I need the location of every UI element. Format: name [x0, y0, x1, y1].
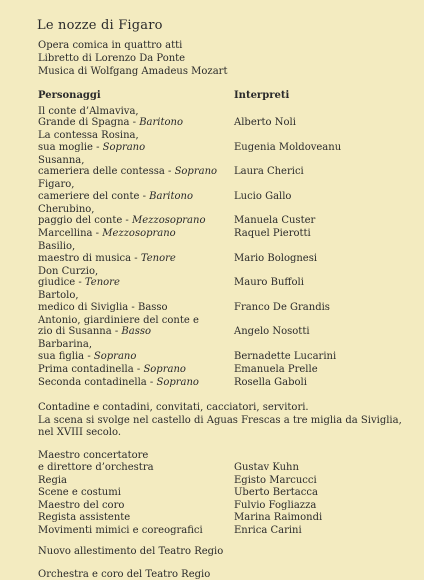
cast-row: [38, 130, 410, 153]
staff-row: [38, 450, 410, 475]
role-line: [38, 166, 234, 178]
role-line: [38, 290, 234, 302]
production-note: Nuovo allestimento del Teatro Regio: [38, 546, 224, 557]
voice-type: Mezzosoprano: [132, 215, 206, 226]
cast-row: [38, 364, 410, 376]
voice-type: Tenore: [84, 277, 120, 288]
cast-row: [38, 155, 410, 178]
role-description: [38, 241, 234, 264]
voice-type: Mezzosoprano: [102, 228, 176, 239]
role-line: [38, 130, 234, 142]
staff-role: [38, 487, 234, 500]
voice-type: Baritono: [149, 190, 193, 202]
role-text: medico di Siviglia - Basso: [38, 301, 168, 313]
chorus-line: nel XVIII secolo.: [38, 427, 121, 438]
voice-type: Soprano: [102, 141, 146, 153]
role-text: maestro di musica -: [38, 252, 141, 264]
role-description: [38, 339, 234, 362]
role-line: [38, 364, 234, 376]
role-line: [38, 142, 234, 154]
cast-row: [38, 204, 410, 227]
staff-role-line: Regia: [38, 474, 68, 486]
staff-name: Uberto Bertacca: [234, 487, 318, 498]
artist-name: Angelo Nosotti: [234, 326, 310, 337]
cast-row: [38, 179, 410, 202]
voice-type: Soprano: [143, 363, 186, 375]
role-line: [38, 215, 234, 227]
role-text: cameriere del conte -: [38, 190, 150, 202]
cast-row: [38, 106, 410, 129]
intro-line: Musica di Wolfgang Amadeus Mozart: [38, 66, 228, 77]
staff-row: [38, 512, 410, 525]
role-text: sua figlia -: [38, 350, 94, 362]
cast-row: [38, 241, 410, 264]
staff-row: [38, 487, 410, 500]
role-line: [38, 204, 234, 216]
voice-type: Soprano: [93, 350, 137, 362]
intro-block: [38, 39, 410, 78]
role-text: Don Curzio,: [38, 265, 99, 277]
staff-role: [38, 525, 234, 538]
role-text: sua moglie -: [38, 141, 103, 153]
artist-name: Eugenia Moldoveanu: [234, 141, 342, 153]
role-description: [38, 266, 234, 289]
staff-row: [38, 500, 410, 513]
role-text: paggio del conte -: [38, 215, 132, 226]
staff-name: Enrica Carini: [234, 524, 302, 536]
voice-type: Soprano: [174, 166, 218, 177]
role-line: [38, 266, 234, 278]
role-line: [38, 228, 234, 240]
artist-name: Manuela Custer: [234, 215, 316, 226]
staff-row: [38, 475, 410, 488]
role-line: [38, 339, 234, 351]
cast-row: [38, 339, 410, 362]
role-description: [38, 204, 234, 227]
role-line: [38, 117, 234, 129]
role-line: [38, 241, 234, 253]
cast-row: [38, 266, 410, 289]
role-line: [38, 277, 234, 289]
role-line: [38, 326, 234, 338]
voice-type: Soprano: [156, 376, 199, 388]
role-text: Bartolo,: [38, 290, 79, 301]
staff-row: [38, 525, 410, 538]
staff-role: [38, 475, 234, 488]
role-line: [38, 351, 234, 363]
staff-role: [38, 512, 234, 525]
intro-line: Opera comica in quattro atti: [38, 40, 183, 51]
role-line: [38, 315, 234, 327]
staff-role-line: Maestro concertatore: [38, 449, 149, 461]
artist-name: Rosella Gaboli: [234, 376, 307, 388]
opera-title: Le nozze di Figaro: [37, 18, 163, 33]
artist-name: Franco De Grandis: [234, 301, 330, 313]
cast-row: [38, 228, 410, 240]
role-description: [38, 130, 234, 153]
staff-list: [38, 450, 410, 538]
artist-name: Emanuela Prelle: [234, 363, 318, 375]
staff-name: Fulvio Fogliazza: [234, 499, 317, 511]
voice-type: Tenore: [140, 252, 176, 264]
role-text: Il conte d’Almaviva,: [38, 105, 139, 117]
role-line: [38, 302, 234, 314]
role-line: [38, 155, 234, 167]
staff-role: [38, 500, 234, 513]
artist-name: Raquel Pierotti: [234, 228, 311, 239]
role-text: Antonio, giardiniere del conte e: [38, 314, 199, 326]
role-text: La contessa Rosina,: [38, 130, 139, 141]
role-description: [38, 364, 234, 376]
role-text: giudice -: [38, 277, 85, 288]
role-text: Seconda contadinella -: [38, 376, 157, 388]
role-text: Grande di Spagna -: [38, 117, 140, 128]
role-text: Cherubino,: [38, 203, 95, 215]
cast-row: [38, 290, 410, 313]
role-description: [38, 106, 234, 129]
chorus-line: Contadine e contadini, convitati, cacciatori, servitori.: [38, 402, 309, 413]
intro-line: Libretto di Lorenzo Da Ponte: [38, 53, 186, 64]
voice-type: Basso: [121, 326, 152, 337]
staff-role-line: e direttore d’orchestra: [38, 462, 154, 473]
role-description: [38, 290, 234, 313]
role-line: [38, 253, 234, 265]
role-description: [38, 179, 234, 202]
staff-role: [38, 450, 234, 475]
staff-name: Egisto Marcucci: [234, 474, 317, 486]
artist-name: Bernadette Lucarini: [234, 350, 337, 362]
staff-role-line: Maestro del coro: [38, 499, 125, 511]
cast-header: [38, 90, 410, 102]
orchestra-note: Orchestra e coro del Teatro Regio: [38, 569, 211, 580]
role-text: Barbarina,: [38, 339, 93, 350]
roles-heading: Personaggi: [38, 90, 101, 101]
staff-role-line: Scene e costumi: [38, 487, 121, 498]
artist-name: Laura Cherici: [234, 166, 304, 177]
chorus-block: [38, 402, 410, 440]
staff-role-line: Movimenti mimici e coreografici: [38, 524, 203, 536]
role-line: [38, 106, 234, 118]
artist-name: Lucio Gallo: [234, 190, 292, 202]
voice-type: Baritono: [139, 117, 183, 128]
role-description: [38, 155, 234, 178]
staff-role-line: Regista assistente: [38, 512, 131, 523]
artist-name: Mauro Buffoli: [234, 277, 304, 288]
cast-row: [38, 315, 410, 338]
role-description: [38, 315, 234, 338]
artist-name: Mario Bolognesi: [234, 252, 318, 264]
cast-list: [38, 90, 410, 388]
chorus-line: La scena si svolge nel castello di Aguas Frescas a tre miglia da Siviglia,: [38, 414, 402, 426]
role-text: zio di Susanna -: [38, 326, 122, 337]
role-line: [38, 179, 234, 191]
role-text: cameriera delle contessa -: [38, 166, 175, 177]
role-text: Marcellina -: [38, 228, 103, 239]
role-description: [38, 228, 234, 240]
staff-name: Marina Raimondi: [234, 512, 323, 523]
role-text: Figaro,: [38, 179, 75, 190]
role-text: Susanna,: [38, 154, 85, 166]
cast-row: [38, 377, 410, 389]
artist-name: Alberto Noli: [234, 117, 296, 128]
role-text: Basilio,: [38, 241, 76, 252]
artists-heading: Interpreti: [234, 90, 290, 101]
role-line: [38, 377, 234, 389]
role-description: [38, 377, 234, 389]
role-line: [38, 191, 234, 203]
staff-name: Gustav Kuhn: [234, 462, 299, 473]
role-text: Prima contadinella -: [38, 363, 144, 375]
